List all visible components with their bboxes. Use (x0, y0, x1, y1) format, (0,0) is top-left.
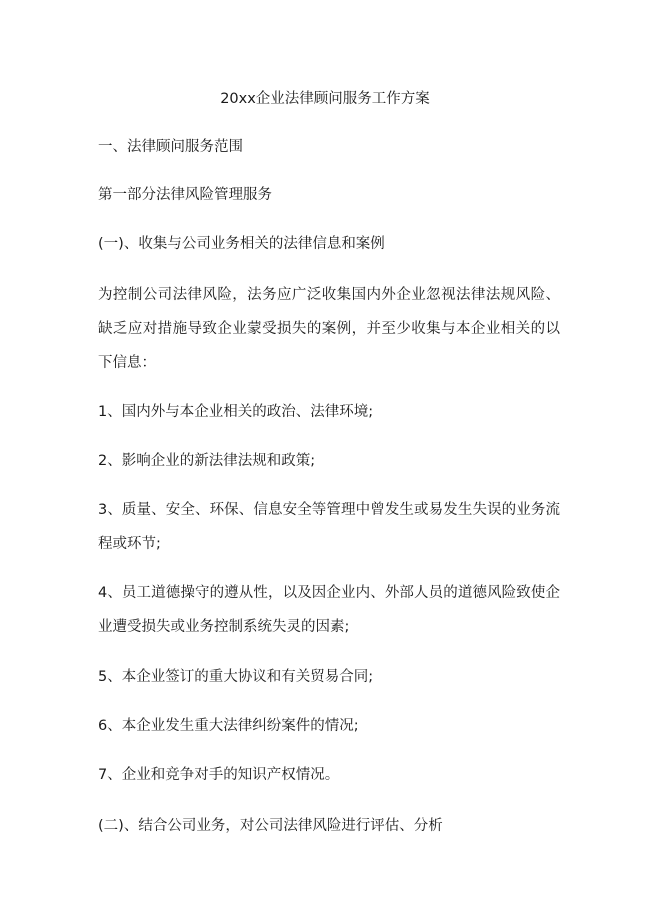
document-title: 20xx企业法律顾问服务工作方案 (220, 91, 430, 107)
subsection-heading-1: (一)、收集与公司业务相关的法律信息和案例 (98, 236, 385, 252)
intro-paragraph: 为控制公司法律风险，法务应广泛收集国内外企业忽视法律法规风险、缺乏应对措施导致企业蒙受损失的案例，并至少收集与本企业相关的以下信息： (98, 287, 560, 371)
list-item-4: 4、员工道德操守的遵从性，以及因企业内、外部人员的道德风险致使企业遭受损失或业务控制系统失灵的因素; (98, 585, 560, 635)
section-heading-1: 一、法律顾问服务范围 (98, 139, 243, 155)
list-item-1: 1、国内外与本企业相关的政治、法律环境; (98, 404, 374, 420)
list-item-5: 5、本企业签订的重大协议和有关贸易合同; (98, 669, 374, 685)
list-item-6: 6、本企业发生重大法律纠纷案件的情况; (98, 718, 359, 734)
list-item-2: 2、影响企业的新法律法规和政策; (98, 453, 316, 469)
list-item-3: 3、质量、安全、环保、信息安全等管理中曾发生或易发生失误的业务流程或环节; (98, 502, 560, 552)
part-heading-1: 第一部分法律风险管理服务 (98, 187, 272, 203)
list-item-7: 7、企业和竞争对手的知识产权情况。 (98, 767, 340, 783)
subsection-heading-2: (二)、结合公司业务，对公司法律风险进行评估、分析 (98, 818, 443, 834)
